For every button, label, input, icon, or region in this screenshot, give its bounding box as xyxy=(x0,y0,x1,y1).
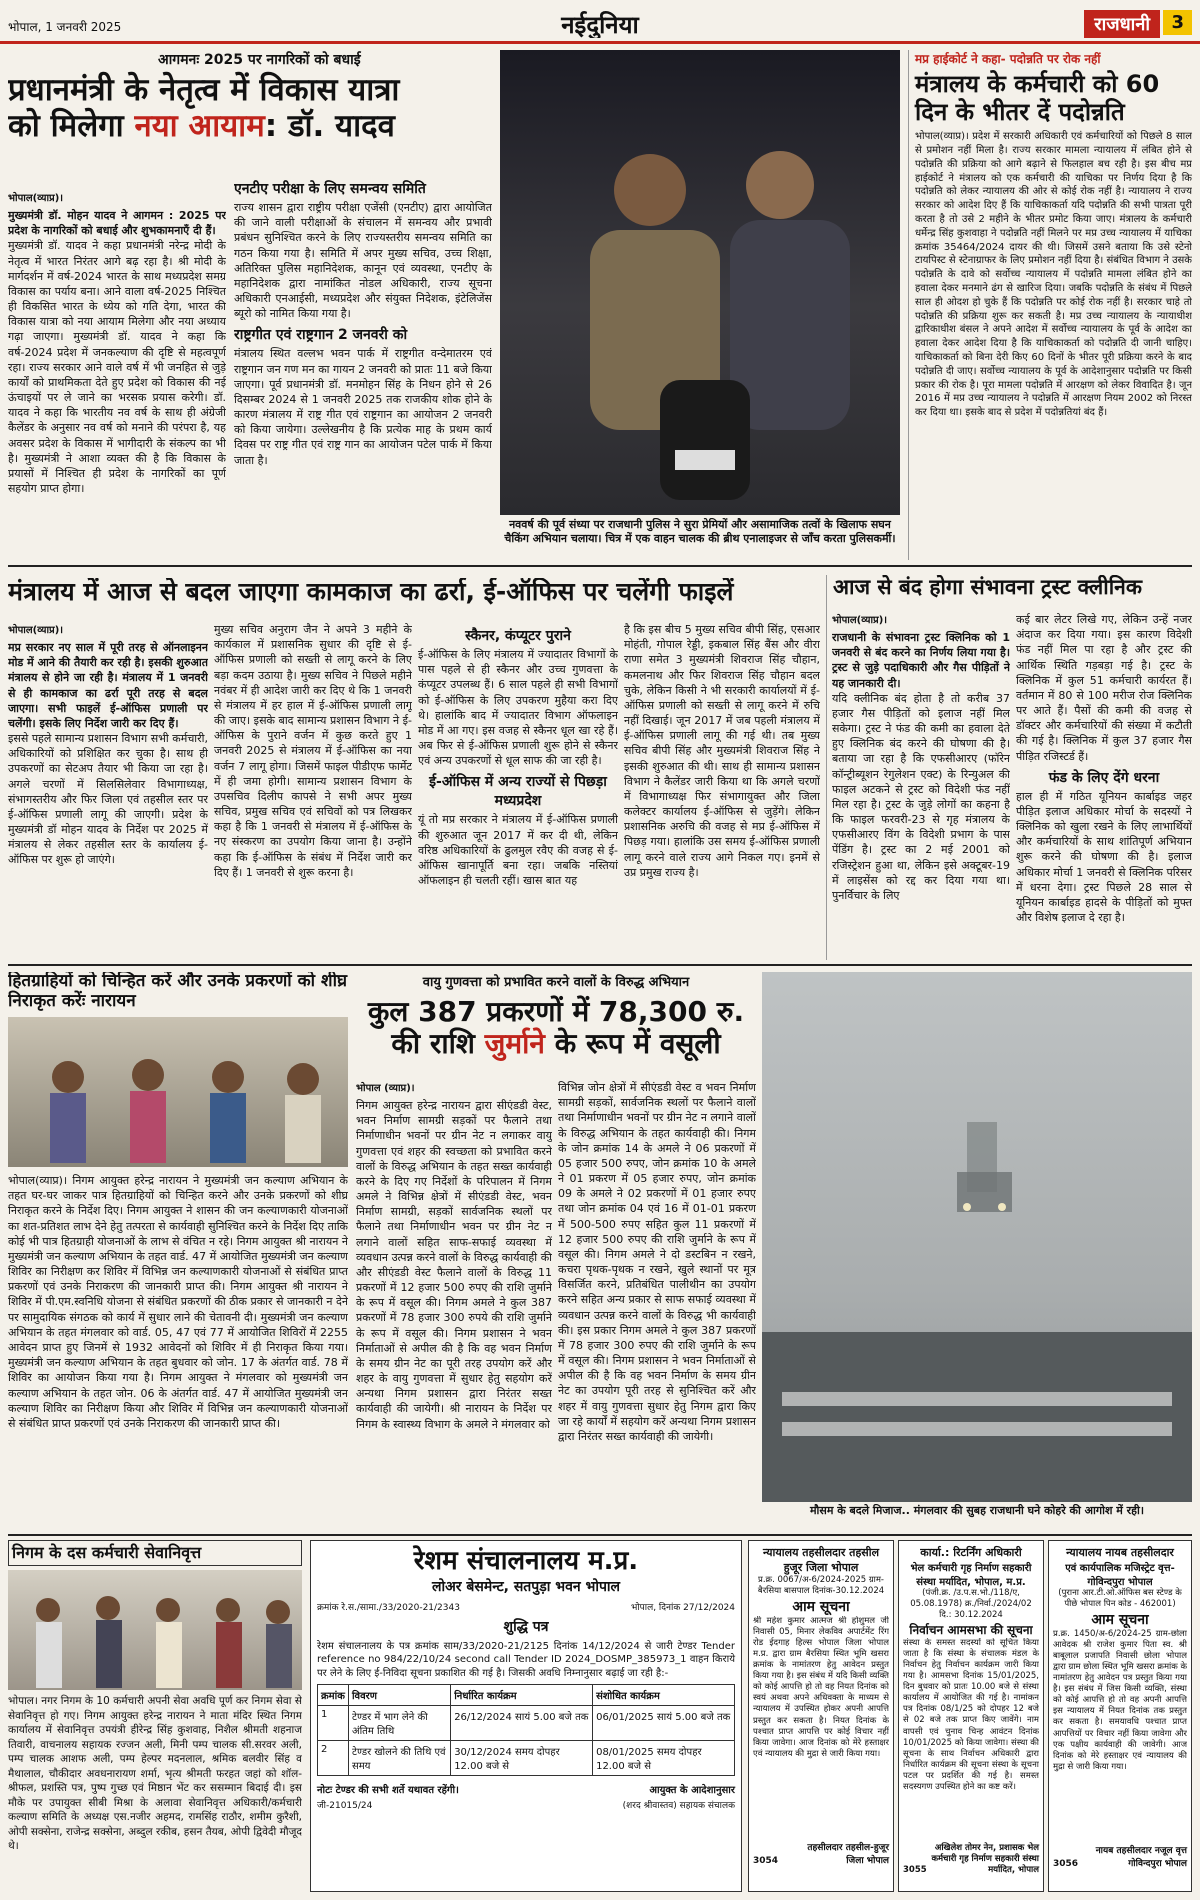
ad-ref-no: क्रमांक रे.स./सामा./33/2020-21/2343 xyxy=(317,1602,460,1613)
fog-photo-art xyxy=(762,972,1192,1502)
byline: भोपाल(व्याप्र)। xyxy=(8,193,64,204)
table-header: संशोधित कार्यक्रम xyxy=(593,1685,735,1706)
story-body: भोपाल(व्याप्र)। प्रदेश में सरकारी अधिकारी एवं कर्मचारियों को पिछले 8 साल से प्रमोशन नहीं मिला है। राज्य सरकार मामला न्यायालय में लंबित होने से पदोन्नति की प्रक्रिया को आगे बढ़ाने से फिलहाल बच रही है। इस बीच मप्र हाईकोर्ट ने मंत्रालय को एक कर्मचारी की याचिका पर निर्णय दिया है कि पदोन्नति को लेकर न्यायालय की ओर से कोई रोक नहीं है। न्यायालय ने राज्य सरकार को आदेश दिए हैं कि याचिकाकर्ता यदि पदोन्नति की सभी पात्रता पूरी करता है तो उसे 2 महीने के भीतर प्रमोट किया जाए। मंत्रालय के कर्मचारी धर्मेन्द्र सिंह कुशवाहा ने पदोन्नति नहीं मिलने पर मप्र उच्च न्यायालय में याचिका क्रमांक 35464/2024 दायर की थी। जिसमें उसने बताया कि उसे स्टेनो टायपिस्ट से स्टेनाग्राफर के लिए प्रमोशन नहीं दिया है। संबंधित विभाग ने उसके पदोन्नति के दावे को सर्वोच्च न्यायालय में पदोन्नति मामला लंबित होने का हवाला देकर मनमाने ढंग से खारिज दिया। जबकि पदोन्नति के संबंध में पिछले साल ही ओदश हो चुके हैं कि पदोन्नति पर कोई रोक नहीं है। सरकार चाहे तो पदोन्नति की प्रक्रिया शुरू कर सकती है। मप्र उच्च न्यायालय के न्यायाधीश द्वारिकाधीश बंसल ने अपने आदेश में सर्वोच्च न्यायालय के पूर्व के आदेश का हवाला देकर आदेश दिया है कि याचिकाकर्ता को पदोन्नति दी जानी चाहिए। याचिकाकर्ता को बिना देरी किए 60 दिनों के भीतर पूरी प्रक्रिया करने के बाद पदोन्नति दी जाए। सर्वोच्च न्यायालय के पूर्व के आदेशानुसार पदोन्नति पर किसी प्रकार की रोक है। पूरा मामला पदोन्नति में आरक्षण को लेकर विवादित है। जून 2016 में मप्र उच्च न्यायालय ने पदोन्नति में आरक्षण नियम 2002 को निरस्त कर दिया था। इसके बाद से प्रदेश में पदोन्नतियां बंद हैं। xyxy=(915,131,1192,419)
notice-footer xyxy=(903,1842,1039,1875)
notice-code: 3056 xyxy=(1053,1859,1079,1870)
story-headline: मंत्रालय के कर्मचारी को 60 दिन के भीतर दें पदोन्नति xyxy=(915,70,1160,126)
subhead-body: मंत्रालय स्थित वल्लभ भवन पार्क में राष्ट्रगीत वन्देमातरम एवं राष्ट्रगान जन गण मन का गायन 2 जनवरी को प्रातः 11 बजे किया जाएगा। पूर्व प्रधानमंत्री डॉ. मनमोहन सिंह के निधन होने से 26 दिसम्बर 2024 से 1 जनवरी 2025 तक राजकीय शोक होने के कारण मंत्रालय में राष्ट्र गीत एवं राष्ट्रगान का आयोजन 2 जनवरी को किया जायेगा। उल्लेखनीय है कि प्रत्येक माह के प्रथम कार्य दिवस पर राष्ट्र गीत एवं राष्ट्र गान का आयोजन पटेल पार्क में किया जाता है। xyxy=(234,347,492,467)
subhead: फंड के लिए देंगे धरना xyxy=(1048,769,1160,786)
ad-sign-role: (शरद श्रीवास्तव) सहायक संचालक xyxy=(622,1801,735,1812)
story-fine-col1 xyxy=(356,1080,552,1530)
notice-title: निर्वाचन आमसभा की सूचना xyxy=(909,1623,1033,1638)
table-cell: 26/12/2024 सायं 5.00 बजे तक xyxy=(451,1706,593,1741)
subhead-body: ई-ऑफिस के लिए मंत्रालय में ज्यादातर विभागों के पास पहले से ही स्कैनर और उच्च गुणवत्ता के कंप्यूटर उपलब्ध हैं। 6 साल पहले ही सभी विभागों को ई-ऑफिस के लिए उपकरण मुहैया करा दिए थे। हालांकि बाद में ज्यादातर विभाग ऑफलाइन मोड में आ गए। इस वजह से स्कैनर धूल खा रहे हैं। अब फिर से ई-ऑफिस प्रणाली शुरू होने से स्कैनर एवं अन्य उपकरणों से धूल साफ की जा रही है। xyxy=(418,648,618,768)
farewell-photo-art xyxy=(8,1570,302,1690)
story-kicker: वायु गुणवत्ता को प्रभावित करने वालों के विरुद्ध अभियान xyxy=(422,975,690,990)
story-eoffice-col1 xyxy=(8,622,208,960)
story-lede: मुख्यमंत्री डॉ. मोहन यादव ने आगमन : 2025 पर प्रदेश के नागरिकों को बधाई और शुभकामनाएँ दी हैं। xyxy=(8,209,226,238)
byline: भोपाल(व्याप्र)। xyxy=(832,615,888,626)
photo-camp xyxy=(8,1017,348,1167)
legal-notice-1 xyxy=(748,1540,894,1892)
story-trust-col1 xyxy=(832,612,1010,960)
table-cell: टेण्डर खोलने की तिथि एवं समय xyxy=(348,1741,450,1776)
tender-notice-ad xyxy=(310,1540,742,1892)
ad-notice-body: रेशम संचालनालय के पत्र क्रमांक साम/33/2020-21/2125 दिनांक 14/12/2024 से जारी टेण्डर Tender reference no 984/22/10/24 second call Tender ID 2024_DOSMP_385973_1 वाहन किराये पर लेने के लिए ई-निविदा सूचना प्रकाशित की गई है। जिसकी अवधि निम्नानुसार बढ़ाई जा रही है:- xyxy=(317,1640,735,1679)
byline: भोपाल (व्याप्र)। xyxy=(356,1083,415,1094)
story-fine-col2 xyxy=(558,1080,756,1530)
story-headline: आज से बंद होगा संभावना ट्रस्ट क्लीनिक xyxy=(833,575,1142,599)
notice-header: न्यायालय तहसीलदार तहसील xyxy=(762,1546,880,1559)
story-body: है कि इस बीच 5 मुख्य सचिव बीपी सिंह, एसआर मोहंती, गोपाल रेड्डी, इकबाल सिंह बैंस और वीरा राणा समेत 3 मुख्यमंत्री शिवराज सिंह चौहान, कमलनाथ और फिर शिवराज सिंह चौहान बदल चुके, लेकिन किसी ने भी सरकारी कार्यालयों में ई-ऑफिस प्रणाली को सख्ती से लागू करने में रुचि नहीं दिखाई। जून 2017 में जब पहली मंत्रालय में ई-ऑफिस प्रणाली लागू की गई थी। तब मुख्य सचिव बीपी सिंह और मुख्यमंत्री शिवराज सिंह ने इसकी शुरुआत की थी। साथ ही सामान्य प्रशासन विभाग ने कैलेंडर जारी किया था कि अगले चरणों में विभागाध्यक्ष फिर संभागायुक्त और जिला कलेक्टर कार्यालय ई-ऑफिस से जुड़ेंगे। लेकिन प्रशासनिक अरुचि की वजह से मप्र ई-ऑफिस में पिछड़ गया। हालांकि उस समय ई-ऑफिस प्रणाली लागू करने वाले राज्य आगे निकल गए। इनमें से उप्र प्रमुख राज्य है। xyxy=(624,623,820,879)
story-body: कई बार लेटर लिखे गए, लेकिन उन्हें नजर अंदाज कर दिया गया। इस कारण विदेशी फंड नहीं मिल पा रहा है और ट्रस्ट की आर्थिक स्थिति गड़बड़ा गई है। ट्रस्ट के क्लिनिक में कुल 51 कर्मचारी कार्यरत हैं। वर्तमान में 80 से 100 मरीज रोज क्लिनिक पर आते हैं। पैसों की कमी की वजह से डॉक्टर और कर्मचारियों की संख्या में कटौती की गई है। क्लिनिक में कुल 37 हजार गैस पीड़ित रजिस्टर्ड हैं। xyxy=(1016,613,1192,763)
divider xyxy=(8,565,1192,567)
issue-date: भोपाल, 1 जनवरी 2025 xyxy=(8,20,122,34)
table-cell: टेण्डर में भाग लेने की अंतिम तिथि xyxy=(348,1706,450,1741)
notice-signatory: नायब तहसीलदार नजूल वृत्त गोविन्दपुरा भोपाल xyxy=(1095,1846,1187,1870)
subhead: स्कैनर, कंप्यूटर पुराने xyxy=(465,628,571,644)
notice-signatory: तहसीलदार तहसील-हुजूर जिला भोपाल xyxy=(807,1843,889,1867)
photo-caption: मौसम के बदले मिजाज.. मंगलवार की सुबह राजधानी घने कोहरे की आगोश में रही। xyxy=(809,1504,1145,1517)
headline-part: की राशि xyxy=(391,1027,485,1061)
table-cell: 1 xyxy=(318,1706,349,1741)
legal-notice-2 xyxy=(898,1540,1044,1892)
subhead-body: हाल ही में गठित यूनियन कार्बाइड जहर पीड़ित इलाज अधिकार मोर्चा के सदस्यों ने क्लिनिक को खुला रखने के लिए लाभार्थियों और कर्मचारियों के साथ शांतिपूर्ण अभियान शुरू करने की घोषणा की है। इलाज अधिकार मोर्चा 1 जनवरी से क्लिनिक परिसर में धरना देगा। ट्रस्ट पिछले 28 साल से यूनियन कार्बाइड हादसे के पीड़ितों को मुफ्त और विशेष इलाज दे रहा है। xyxy=(1016,789,1192,925)
notice-body: श्री महेश कुमार आत्मज श्री होशुमल जी निवासी 05, मिनार लेकविव अपार्टमेंट रिंग रोड ईदगाह हिल्स भोपाल जिला भोपाल म.प्र. द्वारा ग्राम बैरसिया स्थित भूमि खसरा क्रमांक के नामांतरण हेतु आवेदन प्रस्तुत किया गया है। इस संबंध में यदि किसी व्यक्ति को कोई आपत्ति हो तो वह नियत दिनांक को स्वयं अथवा अपने अधिवक्ता के माध्यम से न्यायालय में उपस्थित होकर अपनी आपत्ति प्रस्तुत कर सकता है। नियत दिनांक के पश्चात प्राप्त आपत्ति पर कोई विचार नहीं किया जावेगा। आज दिनांक को मेरे हस्ताक्षर एवं न्यायालय की मुद्रा से जारी किया गया। xyxy=(753,1616,889,1759)
story-eoffice-col3 xyxy=(418,622,618,960)
story-fine-head xyxy=(356,972,756,1072)
table-cell: 06/01/2025 सायं 5.00 बजे तक xyxy=(593,1706,735,1741)
table-header-row xyxy=(318,1685,735,1706)
headline-part: के रूप में वसूली xyxy=(544,1027,721,1061)
headline-part: को मिलेगा xyxy=(8,107,135,144)
notice-code: 3054 xyxy=(753,1856,779,1867)
photo-caption: नववर्ष की पूर्व संध्या पर राजधानी पुलिस ने सुरा प्रेमियों और असामाजिक तत्वों के खिलाफ सघन चैकिंग अभियान चलाया। चित्र में एक वाहन चालक की ब्रीथ एनालाइजर से जाँच करता पुलिसकर्मी। xyxy=(504,518,896,546)
notice-body: संस्था के समस्त सदस्यों को सूचित किया जाता है कि संस्था के संचालक मंडल के निर्वाचन हेतु निर्वाचन कार्यक्रम जारी किया गया है। आमसभा दिनांक 15/01/2025, दिन बुधवार को प्रातः 10.00 बजे से संस्था कार्यालय में आयोजित की गई है। नामांकन पत्र दिनांक 08/1/25 को दोपहर 12 बजे से 02 बजे तक प्राप्त किए जावेंगे। नाम वापसी एवं चुनाव चिन्ह आवंटन दिनांक 10/01/2025 को किया जावेगा। संस्था की सूचना के साथ निर्वाचन अधिकारी द्वारा निर्धारित कार्यक्रम की सूचना संस्था के सूचना पटल पर प्रदर्शित की गई है। समस्त सदस्यगण उपस्थित होने का कष्ट करें। xyxy=(903,1638,1039,1792)
divider xyxy=(8,964,1192,966)
story-body: इससे पहले सामान्य प्रशासन विभाग सभी कर्मचारी, अधिकारियों को प्रशिक्षित कर चुका है। साथ ही उपकरणों का सेटअप तैयार भी किया जा रहा है। अगले चरणों में सिलसिलेवार विभागाध्यक्ष, संभागस्तरीय और फिर जिला एवं तहसील स्तर पर ई-ऑफिस प्रणाली लागू की जाएगी। प्रदेश के मुख्यमंत्री डॉ मोहन यादव के निर्देश पर 2025 में मंत्रालय से लेकर तहसील स्तर के कार्यालय ई-ऑफिस पर शुरू हो जाएंगे। xyxy=(8,732,208,867)
ad-title: रेशम संचालनालय म.प्र. xyxy=(413,1546,639,1576)
story-trust-col2 xyxy=(1016,612,1192,960)
ad-footer xyxy=(317,1782,735,1796)
story-headline: निगम के दस कर्मचारी सेवानिवृत्त xyxy=(8,1540,302,1566)
story-modi-head xyxy=(8,50,508,170)
notice-title: आम सूचना xyxy=(1091,1612,1149,1629)
subhead: ई-ऑफिस में अन्य राज्यों से पिछड़ा मध्यप्रदेश xyxy=(429,774,607,810)
story-headline-line2 xyxy=(356,1028,756,1060)
notice-header: हुजूर जिला भोपाल xyxy=(783,1561,859,1574)
page-number: 3 xyxy=(1163,10,1192,35)
ad-ref-date: भोपाल, दिनांक 27/12/2024 xyxy=(630,1602,735,1613)
notice-header: न्यायालय नायब तहसीलदार xyxy=(1066,1546,1174,1559)
headline-highlight: नया आयाम xyxy=(134,107,265,144)
notice-header: एवं कार्यपालिक मजिस्ट्रेट वृत्त-गोविन्दपुरा भोपाल xyxy=(1065,1563,1175,1588)
ad-footer-2 xyxy=(317,1798,735,1811)
story-kicker: मप्र हाईकोर्ट ने कहा- पदोन्नति पर रोक नहीं xyxy=(915,52,1101,66)
table-header: विवरण xyxy=(348,1685,450,1706)
tender-table xyxy=(317,1684,735,1776)
story-promotion xyxy=(908,50,1192,560)
notice-footer xyxy=(1053,1843,1187,1869)
story-headline: मंत्रालय में आज से बदल जाएगा कामकाज का ढर्रा, ई-ऑफिस पर चलेंगी फाइलें xyxy=(8,578,734,606)
story-retired xyxy=(8,1540,302,1892)
photo-farewell xyxy=(8,1570,302,1690)
story-modi-col2 xyxy=(234,175,492,560)
ad-ref-row xyxy=(317,1600,735,1613)
notice-header: कार्या.: रिटर्निंग अधिकारी xyxy=(920,1546,1022,1559)
story-beneficiaries xyxy=(8,972,348,1532)
headline-part: : डॉ. यादव xyxy=(264,107,395,144)
story-headline: कुल 387 प्रकरणों में 78,300 रु. xyxy=(367,995,745,1028)
notice-code: 3055 xyxy=(903,1865,927,1876)
notice-body: प्र.क्र. 1450/अ-6/2024-25 ग्राम-छोला आवेदक श्री राजेश कुमार पिता स्व. श्री बाबूलाल प्रजापति निवासी छोला भोपाल द्वारा ग्राम छोला स्थित भूमि खसरा क्रमांक के नामांतरण हेतु आवेदन पत्र प्रस्तुत किया गया है। इस संबंध में जिस किसी व्यक्ति, संस्था को कोई आपत्ति हो तो वह अपनी आपत्ति इस न्यायालय में नियत दिनांक तक प्रस्तुत कर सकता है। समयावधि पश्चात प्राप्त आपत्तियों पर विचार नहीं किया जावेगा और एक पक्षीय कार्यवाही की जावेगी। आज दिनांक को मेरे हस्ताक्षर एवं न्यायालय की मुद्रा से जारी किया गया। xyxy=(1053,1629,1187,1772)
story-body: मुख्यमंत्री डॉ. यादव ने कहा प्रधानमंत्री नरेन्द्र मोदी के नेतृत्व में भारत निरंतर आगे बढ़ रहा है। श्री मोदी के मार्गदर्शन में वर्ष-2024 भारत के साथ मध्यप्रदेश समग्र विकास का पर्याय बना। आने वाला वर्ष-2025 निश्चित ही विकसित भारत के ध्येय को गति देगा, भारत की विकास यात्रा को नया आयाम मिलेगा और नया अध्याय गढ़ा जाएगा। मुख्यमंत्री डॉ. यादव ने कहा कि वर्ष-2024 प्रदेश में जनकल्याण की दृष्टि से महत्वपूर्ण रहा। राज्य सरकार आने वाले वर्ष में भी जनहित से जुड़े कार्यों को प्राथमिकता देते हुए प्रदेश को विकास की नई ऊंचाइयों पर ले जाने का भरसक प्रयास करेगी। डॉ. यादव ने कहा कि भारतीय नव वर्ष के साथ ही अंग्रेजी कैलेंडर के अनुसार नव वर्ष को मनाने की परंपरा है, यह अवसर प्रदेश के विकास में भागीदारी के संकल्प का भी है। मुख्यमंत्री ने आशा व्यक्त की है कि विकास के प्रयासों में निश्चित ही प्रदेश के नागरिकों का पूर्ण सहयोग प्राप्त होगा। xyxy=(8,239,226,496)
story-body: निगम आयुक्त हरेन्द्र नारायन द्वारा सीएंडडी वेस्ट, भवन निर्माण सामग्री सड़कों पर फैलाने तथा निर्माणाधीन भवनों पर ग्रीन नेट न लगाकर वायु गुणवत्ता एवं शहर की स्वच्छता को प्रभावित करने वालों के विरुद्ध अभियान के तहत सख्त कार्यवाही करने के दिए गए निर्देशों के परिपालन में निगम अमले ने विभिन्न क्षेत्रों में सीएंडडी वेस्ट, भवन निर्माण सामग्री, सड़कों सार्वजनिक स्थलों पर फैलाने तथा निर्माणाधीन भवन पर ग्रीन नेट न लगाने वालों सहित साफ-सफाई व्यवस्था में व्यवधान उत्पन्न करने वालों के विरुद्ध कार्यवाही की और सीएंडडी वेस्ट फैलाने वालों के विरुद्ध 11 प्रकरणों में 12 हजार 500 रुपए की राशि जुर्माने के रूप में वसूल की। निगम अमले ने कुल 387 प्रकरणों में 78 हजार 300 रुपये की राशि जुर्माने के रूप में वसूल की। निगम प्रशासन ने भवन निर्माताओं से अपील की है कि वह भवन निर्माण के समय ग्रीन नेट का पूरी तरह उपयोग करें और शहर के वायु गुणवत्ता में सुधार हेतु सहयोग करें अन्यथा निगम प्रशासन द्वारा निरंतर सख्त कार्यवाही की जायेगी। श्री नारायन के निर्देश पर निगम के स्वास्थ्य विभाग के अमले ने मंगलवार को xyxy=(356,1099,552,1431)
subhead-body: यूं तो मप्र सरकार ने मंत्रालय में ई-ऑफिस प्रणाली की शुरुआत जून 2017 में कर दी थी, लेकिन वरिष्ठ अधिकारियों के ढुलमुल रवैए की वजह से ई-ऑफिस खानापूर्ति बना रहा। जबकि नस्तियां ऑफलाइन ही चलती रहीं। खास बात यह xyxy=(418,813,618,888)
ad-signature: आयुक्त के आदेशानुसार xyxy=(649,1785,735,1797)
byline: भोपाल(व्याप्र)। xyxy=(8,625,64,636)
notice-footer xyxy=(753,1840,889,1866)
ad-address: लोअर बेसमेन्ट, सतपुड़ा भवन भोपाल xyxy=(431,1578,621,1595)
section-label: राजधानी xyxy=(1084,10,1160,38)
masthead-logo: नईदुनिया xyxy=(561,10,639,38)
legal-notice-3 xyxy=(1048,1540,1192,1892)
notice-ref: (पुराना आर.टी.ओ.ऑफिस बस स्टेण्ड के पीछे भोपाल पिन कोड - 462001) xyxy=(1058,1588,1182,1610)
table-row xyxy=(318,1741,735,1776)
photo-police-check xyxy=(500,50,900,515)
subhead-body: राज्य शासन द्वारा राष्ट्रीय परीक्षा एजेंसी (एनटीए) द्वारा आयोजित की जाने वाली परीक्षाओं के संचालन में समन्वय और प्रभावी प्रबंधन सुनिश्चित करने के लिए राज्यस्तरीय समन्वय समिति का गठन किया गया है। समिति में अपर मुख्य सचिव, उच्च शिक्षा, अतिरिक्त पुलिस महानिदेशक, कानून एवं व्यवस्था, एनटीए के महानिदेशक द्वारा नामांकित नोडल अधिकारी, राज्य सूचना अधिकारी एनआईसी, मध्यप्रदेश और संयुक्त निदेशक, इंटेलिजेंस ब्यूरो को नामित किया गया है। xyxy=(234,201,492,321)
story-lede: मप्र सरकार नए साल में पूरी तरह से ऑनलाइनन मोड में आने की तैयारी कर रही है। इसकी शुरुआत मंत्रालय से होने जा रही है। मंत्रालय में 1 जनवरी से ही कामकाज का ढर्रा पूरी तरह से बदल जाएगा। सभी फाइलें ई-ऑफिस प्रणाली पर चलेंगी। इसके लिए निर्देश जारी कर दिए हैं। xyxy=(8,641,208,730)
story-body: भोपाल(व्याप्र)। निगम आयुक्त हरेन्द्र नारायन ने मुख्यमंत्री जन कल्याण अभियान के तहत घर-घर जाकर पात्र हितग्राहियों को चिन्हित करने और उनके प्रकरणों को शीघ्र निराकृत करने के निर्देश दिए। निगम आयुक्त ने शासन की जन कल्याणकारी योजनाओं का शत-प्रतिशत लाभ देने हेतु तत्परता से कार्यवाही सुनिश्चित करने के निर्देश दिए ताकि कोई भी पात्र हितग्राही योजनाओं के लाभ से वंचित न रहे। निगम आयुक्त श्री नारायन ने मुख्यमंत्री जन कल्याण अभियान के तहत वार्ड. 47 में आयोजित मुख्यमंत्री जन कल्याण शिविर का निरीक्षण कर शिविर में विभिन्न जन कल्याणकारी योजनाओं से संबंधित प्राप्त प्रकरणों एवं उनके निराकरण की जानकारी प्राप्त की। निगम आयुक्त श्री नारायन ने शिविर में पी.एम.स्वनिधि योजना से संबंधित प्रकरणों की ठीक प्रकार से जानकारी न देने पर सामुदायिक संगठक को कार्य में सुधार लाने की चेतावनी दी। मुख्यमंत्री जन कल्याण अभियान के तहत मंगलवार को वार्ड. 05, 47 एवं 77 में आयोजित शिविरों में 2255 आवेदन प्राप्त हुए जिनमें से 1932 आवेदनों को शिविर में ही निराकृत किया गया। मुख्यमंत्री जन कल्याण अभियान के तहत बुधवार को जोन. 17 के अंतर्गत वार्ड. 78 में शिविर का आयोजन किया गया है। निगम आयुक्त ने मंगलवार को मुख्यमंत्री जन कल्याण अभियान के तहत जोन. 06 के अंतर्गत वार्ड. 47 में आयोजित मुख्यमंत्री जन कल्याण शिविर का निरीक्षण किया और शिविर में विभिन्न जन कल्याणकारी योजनाओं से संबंधित प्राप्त प्रकरणों एवं उनके निराकरण की जानकारी प्राप्त की। xyxy=(8,1174,348,1430)
story-lede: राजधानी के संभावना ट्रस्ट क्लिनिक को 1 जनवरी से बंद करने का निर्णय लिया गया है। ट्रस्ट से जुड़े पदाधिकारी और गैस पीड़ितों ने यह जानकारी दी। xyxy=(832,631,1010,690)
story-body: यदि क्लीनिक बंद होता है तो करीब 37 हजार गैस पीड़ितों को इलाज नहीं मिल सकेगा। ट्रस्ट ने फंड की कमी का हवाला देते हुए क्लिनिक बंद करने की घोषणा की है। बताया जा रहा है कि एफसीआरए (फॉरेन कॉन्ट्रीब्यूशन रेगुलेशन एक्ट) के रिन्युअल की फाइल अटकने से ट्रस्ट को विदेशी फंड नहीं मिल रहा है। ट्रस्ट के जुड़े लोगों का कहना है कि फाइल फरवरी-23 से गृह मंत्रालय के एफसीआरए विंग के विदेशी प्रभाग के पास पेंडिंग है। ट्रस्ट का 2 मई 2001 को रजिस्ट्रेशन हुआ था, लेकिन इसे अक्टूबर-19 में लाइसेंस को रद्द कर दिया गया था। पुनर्विचार के लिए xyxy=(832,691,1010,902)
story-headline: प्रधानमंत्री के नेतृत्व में विकास यात्रा xyxy=(8,72,400,108)
ad-code: जी-21015/24 xyxy=(317,1801,373,1812)
notice-ref: (पंजी.क्र. /उ.प.स.भो./118/ए, 05.08.1978) क्र./निर्वा./2024/02 दि.: 30.12.2024 xyxy=(910,1588,1032,1621)
subhead: एनटीए परीक्षा के लिए समन्वय समिति xyxy=(234,181,426,197)
story-headline-line2 xyxy=(8,109,508,145)
notice-header: भेल कर्मचारी गृह निर्माण सहकारी संस्था मर्यादित, भोपाल, म.प्र. xyxy=(910,1563,1032,1588)
notice-title: आम सूचना xyxy=(792,1599,850,1616)
headline-highlight: जुर्माने xyxy=(484,1027,545,1061)
ad-note: नोटः टेण्डर की सभी शर्ते यथावत रहेंगी। xyxy=(317,1785,459,1797)
photo-fog xyxy=(762,972,1192,1502)
table-cell: 2 xyxy=(318,1741,349,1776)
notice-ref: प्र.क्र. 0067/अ-6/2024-2025 ग्राम-बैरसिया बासपाल दिनांक-30.12.2024 xyxy=(757,1575,885,1597)
police-photo-art xyxy=(500,50,900,515)
ad-notice-title: शुद्धि पत्र xyxy=(503,1618,549,1635)
story-kicker: आगमनः 2025 पर नागरिकों को बधाई xyxy=(158,52,361,68)
divider xyxy=(8,1534,1192,1536)
story-headline: हितग्राहियों को चिन्हित करें और उनके प्रकरणों को शीघ्र निराकृत करेंः नारायन xyxy=(8,972,348,1011)
story-body: भोपाल। नगर निगम के 10 कर्मचारी अपनी सेवा अवधि पूर्ण कर निगम सेवा से सेवानिवृत्त हो गए। निगम आयुक्त हरेन्द्र नारायन ने माता मंदिर स्थित निगम कार्यालय में सेवानिवृत्त उपयंत्री हीरेन्द्र सिंह कुशवाह, निशैल श्रीमती शहनाज तिवारी, वाचनालय सहायक रज्जन अली, मिनी पम्प चालक सी.सरवर अली, पम्प चालक आशफ अली, पम्प हेल्पर मदनलाल, श्रमिक बलवीर सिंह व मैथालाल, चौकीदार अवधनारायण शर्मा, भृत्य श्रीमती फरहत जहां को शॉल-श्रीफल, प्रशस्ति पत्र, पुष्प गुच्छ एवं मिष्ठान भेंट कर ससम्मान बिदाई दी। इस मौके पर उपायुक्त सीबी मिश्रा के अलावा सेवानिवृत्त अधिकारी/कर्मचारी कल्याण समिति के अध्यक्ष एस.नजीर अहमद, रामसिंह राठौर, शमीम कुरैशी, ओपी सक्सेना, राजेन्द्र सक्सेना, अब्दुल रकीब, हसन तैयब, ओपी द्विवेदी मौजूद थे। xyxy=(8,1695,302,1853)
subhead: राष्ट्रगीत एवं राष्ट्रगान 2 जनवरी को xyxy=(234,327,408,344)
table-header: क्रमांक xyxy=(318,1685,349,1706)
table-row xyxy=(318,1706,735,1741)
story-body: मुख्य सचिव अनुराग जैन ने अपने 3 महीने के कार्यकाल में प्रशासनिक सुधार की दृष्टि से ई-ऑफिस प्रणाली को सख्ती से लागू करने के लिए बड़ा कदम उठाया है। मुख्य सचिव ने पिछले महीने नवंबर में ही आदेश जारी कर दिए थे कि 1 जनवरी से मंत्रालय में हर हाल में ई-ऑफिस प्रणाली लागू की जाए। इसके बाद सामान्य प्रशासन विभाग ने ई-ऑफिस के पुराने वर्जन में कुछ करते हुए 1 जनवरी 2025 से मंत्रालय में ई-ऑफिस का नया वर्जन 7 लागू होगा। जिसमें फाइल पीडीएफ फार्मेट में ही जमा होगी। सामान्य प्रशासन विभाग के उपसचिव दिलीप कापसे ने सभी अपर मुख्य सचिव, प्रमुख सचिव एवं सचिवों को पत्र लिखकर कहा है कि 1 जनवरी से मंत्रालय में ई-ऑफिस के नए संस्करण का उपयोग किया जाना है। उन्होंने कहा कि ई-ऑफिस के संबंध में निर्देश जारी कर दिए हैं। 1 जनवरी से शुरू करना है। xyxy=(214,623,412,879)
notice-signatory: अखिलेश तोमर नेन, प्रशासक भेल कर्मचारी गृह निर्माण सहकारी संस्था मर्यादित, भोपाल xyxy=(931,1843,1039,1876)
story-eoffice-col2 xyxy=(214,622,412,960)
story-eoffice-col4 xyxy=(624,622,820,960)
table-cell: 30/12/2024 समय दोपहर 12.00 बजे से xyxy=(451,1741,593,1776)
page-header xyxy=(0,0,1200,44)
camp-photo-art xyxy=(8,1017,348,1167)
table-header: निर्धारित कार्यक्रम xyxy=(451,1685,593,1706)
story-modi-col1 xyxy=(8,190,226,560)
story-body: विभिन्न जोन क्षेत्रों में सीएंडडी वेस्ट व भवन निर्माण सामग्री सड़कों, सार्वजनिक स्थलों पर फैलाने वालों तथा निर्माणाधीन भवनों पर ग्रीन नेट न लगाने वालों के विरुद्ध अभियान के तहत कार्यवाही की। निगम के जोन क्रमांक 14 के अमले ने 06 प्रकरणों में 05 हजार 500 रुपए, जोन क्रमांक 10 के अमले ने 01 प्रकरण में 05 हजार रुपए, जोन क्रमांक 09 के अमले ने 02 प्रकरणों में 01 हजार रुपए तथा जोन क्रमांक 04 एवं 16 में 01-01 प्रकरण में 500-500 रुपए सहित कुल 11 प्रकरणों में 12 हजार 500 रुपए की राशि जुर्माने के रूप में वसूल की। निगम अमले ने दो डस्टबिन न रखने, कचरा पृथक-पृथक न रखने, खुले स्थानों पर मूत्र विसर्जित करने, प्रतिबंधित पालीथीन का उपयोग करने सहित अन्य प्रकार से साफ सफाई व्यवस्था में व्यवधान उत्पन्न करने वालों के विरुद्ध भी कार्यवाही की। इस प्रकार निगम अमले ने कुल 387 प्रकरणों में 78 हजार 300 रुपए की राशि जुर्माने के रूप में वसूल की। निगम प्रशासन ने भवन निर्माताओं से अपील की है कि वह भवन निर्माण के समय ग्रीन नेट का उपयोग पूरी तरह से सुनिश्चित करें और शहर में वायु गुणवत्ता सुधार हेतु निगम द्वारा किए जा रहे कार्यों में सहयोग करें अन्यथा निगम प्रशासन द्वारा निरंतर सख्त कार्यवाही की जायेगी। xyxy=(558,1081,756,1443)
table-cell: 08/01/2025 समय दोपहर 12.00 बजे से xyxy=(593,1741,735,1776)
